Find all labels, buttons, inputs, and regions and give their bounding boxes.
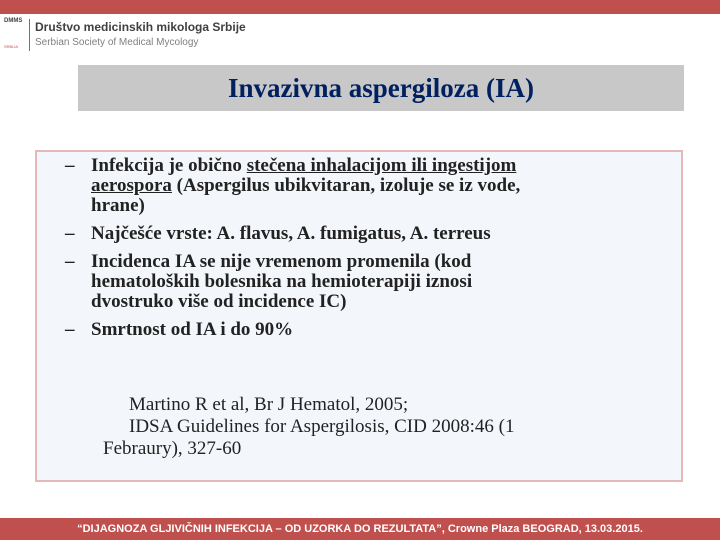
bullet-dash: –: [65, 319, 75, 340]
bullet-item: [37, 252, 677, 312]
bullet-text: hrane): [91, 195, 145, 216]
logo-emblem-icon: [4, 18, 30, 54]
bullet-text: Smrtnost od IA i do 90%: [91, 319, 294, 340]
bullet-dash: –: [65, 251, 75, 272]
footer-bar: [0, 518, 720, 540]
logo-mark-text: DMMS: [4, 18, 23, 24]
bullet-text: dvostruko više od incidence IC): [91, 291, 347, 312]
bullet-list: [37, 156, 677, 348]
bullet-underlined-text: aerospora: [91, 175, 172, 196]
society-logo: [0, 16, 300, 56]
bullet-item: [37, 156, 677, 216]
bullet-underlined-text: stečena inhalacijom ili ingestijom: [246, 155, 517, 176]
bullet-text: (Aspergilus ubikvitaran, izoluje se iz vode,: [171, 175, 521, 196]
bullet-text: hematoloških bolesnika na hemioterapiji iznosi: [91, 271, 473, 292]
bullet-item: [37, 320, 677, 340]
bullet-item: [37, 224, 677, 244]
logo-divider: [29, 19, 30, 51]
slide-title-box: [78, 65, 684, 111]
org-subtitle: Serbian Society of Medical Mycology: [35, 37, 199, 48]
reference-line: Martino R et al, Br J Hematol, 2005;: [129, 394, 409, 415]
org-name: Društvo medicinskih mikologa Srbije: [35, 20, 246, 34]
references: [103, 394, 663, 460]
content-box: [35, 150, 683, 482]
reference-line: Febraury), 327-60: [103, 438, 242, 459]
bullet-dash: –: [65, 223, 75, 244]
bullet-text: Najčešće vrste: A. flavus, A. fumigatus, A. terreus: [91, 223, 491, 244]
bullet-text: Incidenca IA se nije vremenom promenila (kod: [91, 251, 472, 272]
logo-mark-subtext: SRBIJA: [4, 44, 19, 49]
top-accent-bar: [0, 0, 720, 14]
bullet-dash: –: [65, 155, 75, 176]
bullet-text: Infekcija je obično: [91, 155, 247, 176]
slide-title: Invazivna aspergiloza (IA): [228, 72, 534, 103]
reference-line: IDSA Guidelines for Aspergilosis, CID 2008:46 (1: [129, 416, 515, 437]
footer-text: “DIJAGNOZA GLJIVIČNIH INFEKCIJA – OD UZORKA DO REZULTATA”, Crowne Plaza BEOGRAD, 13.03.2015.: [77, 523, 643, 535]
